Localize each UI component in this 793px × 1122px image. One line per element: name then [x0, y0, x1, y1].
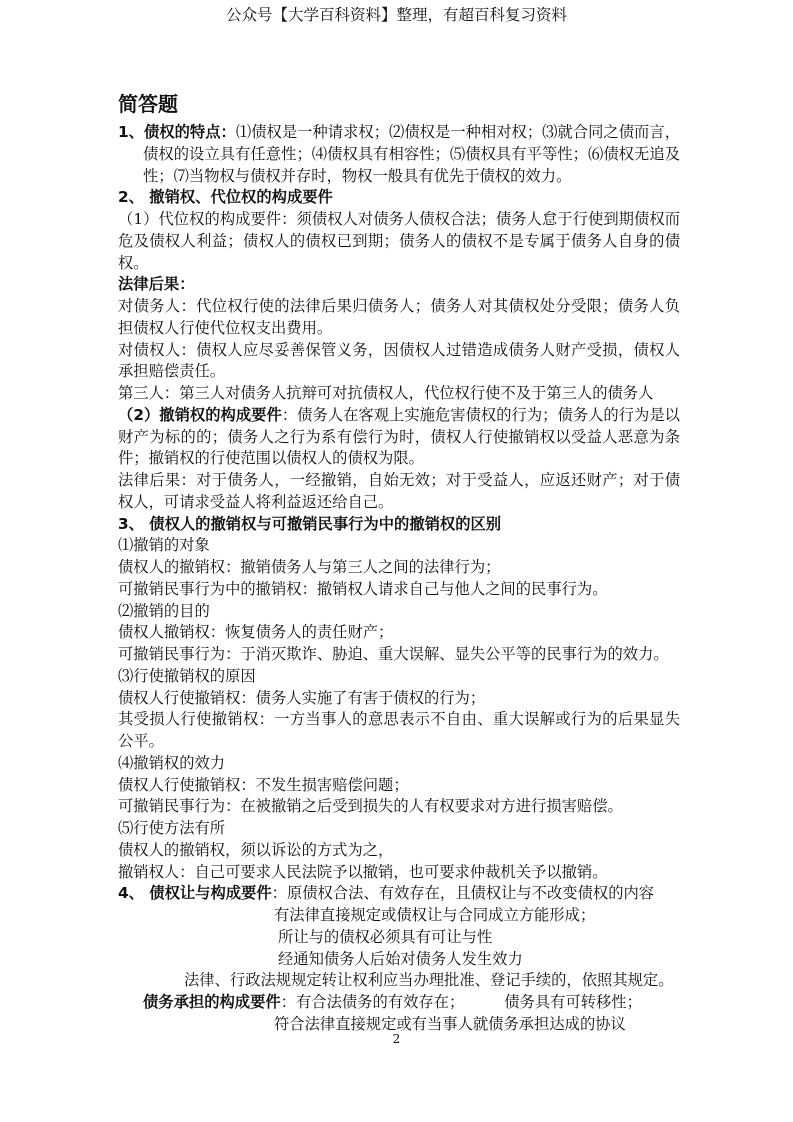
debt-assumption-label: 债务承担的构成要件: [143, 993, 281, 1011]
consequence-third-party: 第三人：第三人对债务人抗辩可对抗债权人，代位权行使不及于第三人的债务人: [118, 384, 654, 402]
page-title: 简答题: [118, 92, 178, 116]
debt-req-2: 债务具有可转移性；: [504, 993, 642, 1011]
section-1: [118, 122, 680, 187]
subrogation-requirements: （1）代位权的构成要件：须债权人对债务人债权合法；债务人怠于行使到期债权而危及债权人利益；债权人的债权已到期；债务人的债权不是专属于债务人自身的债权。: [118, 210, 680, 272]
section-4: [118, 883, 680, 905]
page-header: 公众号【大学百科资料】整理，有超百科复习资料: [225, 6, 567, 24]
consequence-creditor: 对债权人：债权人应尽妥善保管义务，因债权人过错造成债务人财产受损，债权人承担赔偿责任。: [118, 340, 680, 381]
s3-line: 其受损人行使撤销权：一方当事人的意思表示不自由、重大误解或行为的后果显失公平。: [118, 710, 680, 750]
section-1-text: ⑴债权是一种请求权；⑵债权是一种相对权；⑶就合同之债而言，债权的设立具有任意性；⑷债权具有相容性；⑸债权具有平等性；⑹债权无追及性；⑺当物权与债权并存时，物权一般具有优先于债权的效力。: [143, 123, 680, 185]
legal-consequence-label: 法律后果：: [118, 275, 195, 294]
section-2-heading-text: 2、 撤销权、代位权的构成要件: [118, 188, 333, 207]
section-4-label: 4、 债权让与构成要件: [118, 884, 272, 903]
s3-line: ⑴撤销的对象: [118, 536, 210, 555]
assignment-req-4: 经通知债务人后始对债务人发生效力: [278, 949, 523, 968]
debt-assumption: [118, 992, 680, 1014]
revocation-requirements-label: （2）撤销权的构成要件: [118, 405, 282, 424]
s3-line: 可撤销民事行为：在被撤销之后受到损失的人有权要求对方进行损害赔偿。: [118, 797, 623, 816]
s3-line: 债权人行使撤销权：债务人实施了有害于债权的行为；: [118, 688, 486, 707]
s3-line: ⑶行使撤销权的原因: [118, 666, 256, 685]
s3-line: 债权人的撤销权，须以诉讼的方式为之，: [118, 840, 394, 859]
assignment-req-1: ：原债权合法、有效存在，且债权让与不改变债权的内容: [271, 884, 655, 903]
assignment-req-5: 法律、行政法规规定转让权利应当办理批准、登记手续的，依照其规定。: [184, 971, 674, 990]
s3-line: 债权人的撤销权：撤销债务人与第三人之间的法律行为；: [118, 558, 501, 576]
assignment-req-2: 有法律直接规定或债权让与合同成立方能形成；: [274, 906, 596, 924]
document-body: [118, 122, 680, 1036]
section-1-label: 1、债权的特点：: [118, 123, 236, 141]
s3-line: 撤销权人：自己可要求人民法院予以撤销，也可要求仲裁机关予以撤销。: [118, 862, 608, 881]
debt-req-3: 符合法律直接规定或有当事人就债务承担达成的协议: [274, 1014, 626, 1033]
s3-line: ⑸行使方法有所: [118, 819, 226, 837]
page-number: 2: [392, 1032, 401, 1046]
s3-line: 可撤销民事行为：于消灭欺诈、胁迫、重大误解、显失公平等的民事行为的效力。: [118, 645, 669, 663]
revocation-requirements: [118, 405, 680, 470]
section-3-heading-text: 3、 债权人的撤销权与可撤销民事行为中的撤销权的区别: [118, 514, 502, 533]
s3-line: ⑵撤销的目的: [118, 601, 210, 620]
debt-req-1: ：有合法债务的有效存在；: [280, 993, 465, 1011]
section-2-heading: [118, 187, 680, 209]
assignment-req-3: 所让与的债权必须具有可让与性: [278, 927, 493, 946]
s3-line: 债权人行使撤销权：不发生损害赔偿问题；: [118, 775, 409, 794]
section-3-heading: [118, 514, 680, 536]
revocation-consequence: 法律后果：对于债务人，一经撤销，自始无效；对于受益人，应返还财产；对于债权人，可请求受益人将利益返还给自己。: [118, 471, 680, 511]
s3-line: 可撤销民事行为中的撤销权：撤销权人请求自己与他人之间的民事行为。: [118, 579, 608, 598]
s3-line: ⑷撤销权的效力: [118, 753, 226, 772]
s3-line: 债权人撤销权：恢复债务人的责任财产；: [118, 623, 394, 642]
legal-consequence-heading: [118, 274, 680, 296]
revocation-requirements-text: ：债务人在客观上实施危害债权的行为；债务人的行为是以财产为标的的；债务人之行为系有偿行为时，债权人行使撤销权以受益人恶意为条件；撤销权的行使范围以债权人的债权为限。: [118, 405, 680, 468]
consequence-debtor: 对债务人：代位权行使的法律后果归债务人；债务人对其债权处分受限；债务人负担债权人行使代位权支出费用。: [118, 297, 680, 337]
